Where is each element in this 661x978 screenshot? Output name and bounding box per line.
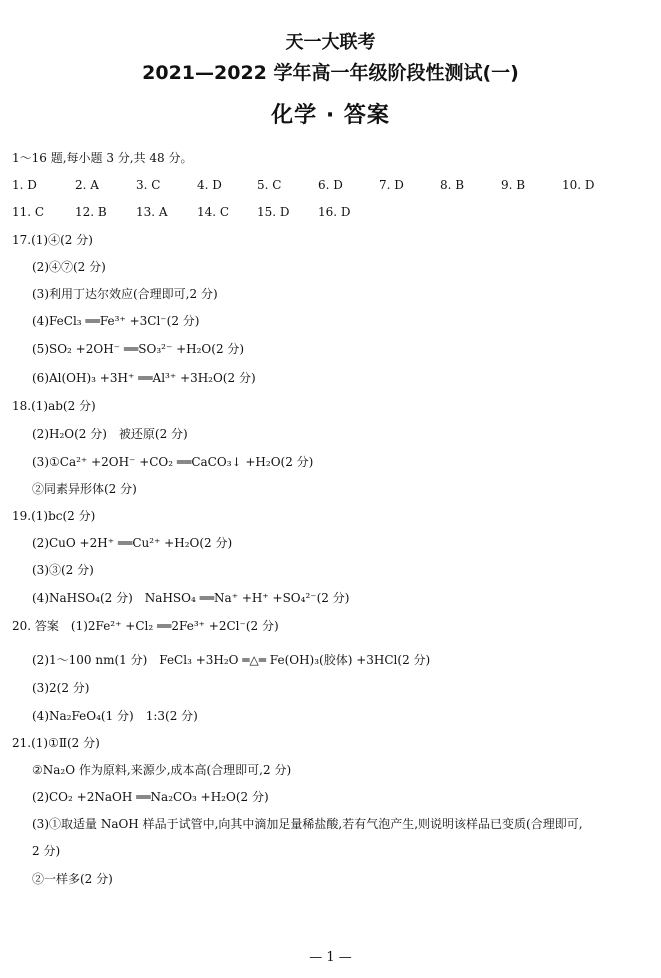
mc-answer: 11. C (12, 205, 45, 219)
q21-line-3: (2)CO₂ +2NaOH ══Na₂CO₃ +H₂O(2 分) (32, 790, 269, 804)
exam-name-title: 2021—2022 学年高一年级阶段性测试(一) (142, 62, 519, 84)
q19-line-2: (2)CuO +2H⁺ ══Cu²⁺ +H₂O(2 分) (32, 536, 233, 550)
mc-answer: 5. C (257, 178, 282, 192)
mc-answer: 10. D (562, 178, 595, 192)
mc-answer: 1. D (12, 178, 37, 192)
mc-answer: 4. D (197, 178, 222, 192)
q21-line-5: 2 分) (32, 844, 61, 858)
mc-answer: 16. D (318, 205, 351, 219)
mc-answer: 8. B (440, 178, 465, 192)
subject-title: 化学 · 答案 (271, 103, 390, 128)
q18-line-2: (2)H₂O(2 分) 被还原(2 分) (32, 427, 188, 441)
mc-answer: 2. A (75, 178, 99, 192)
mc-answer: 14. C (197, 205, 230, 219)
q18-line-1: 18.(1)ab(2 分) (12, 399, 96, 413)
q21-line-2: ②Na₂O 作为原料,来源少,成本高(合理即可,2 分) (32, 763, 292, 777)
mc-answer: 7. D (379, 178, 404, 192)
q20-line-3: (3)2(2 分) (32, 681, 90, 695)
mc-answer: 12. B (75, 205, 107, 219)
q19-line-3: (3)③(2 分) (32, 563, 94, 577)
mc-answer: 6. D (318, 178, 343, 192)
exam-org-title: 天一大联考 (285, 32, 376, 53)
q18-line-4: ②同素异形体(2 分) (32, 482, 137, 496)
mc-answer: 9. B (501, 178, 526, 192)
q18-line-3: (3)①Ca²⁺ +2OH⁻ +CO₂ ══CaCO₃↓ +H₂O(2 分) (32, 455, 314, 469)
q17-line-2: (2)④⑦(2 分) (32, 260, 106, 274)
mc-answer: 13. A (136, 205, 168, 219)
mc-answer: 3. C (136, 178, 161, 192)
q21-line-4: (3)①取适量 NaOH 样品于试管中,向其中滴加足量稀盐酸,若有气泡产生,则说明该样品已变质(合理即可, (32, 817, 583, 831)
q20-line-2: (2)1～100 nm(1 分) FeCl₃ +3H₂O ═△═ Fe(OH)₃(胶体) +3HCl(2 分) (32, 653, 431, 667)
q19-line-4: (4)NaHSO₄(2 分) NaHSO₄ ══Na⁺ +H⁺ +SO₄²⁻(2 分) (32, 591, 350, 605)
mc-intro: 1～16 题,每小题 3 分,共 48 分。 (12, 151, 193, 165)
q17-line-6: (6)Al(OH)₃ +3H⁺ ══Al³⁺ +3H₂O(2 分) (32, 371, 256, 385)
page-number: — 1 — (309, 950, 352, 965)
q20-line-4: (4)Na₂FeO₄(1 分) 1:3(2 分) (32, 709, 198, 723)
q17-line-1: 17.(1)④(2 分) (12, 233, 93, 247)
q19-line-1: 19.(1)bc(2 分) (12, 509, 96, 523)
q21-line-1: 21.(1)①Ⅱ(2 分) (12, 736, 100, 750)
q20-line-1: 20. 答案 (1)2Fe²⁺ +Cl₂ ══2Fe³⁺ +2Cl⁻(2 分) (12, 619, 279, 633)
q21-line-6: ②一样多(2 分) (32, 872, 113, 886)
mc-answer: 15. D (257, 205, 290, 219)
q17-line-4: (4)FeCl₃ ══Fe³⁺ +3Cl⁻(2 分) (32, 314, 200, 328)
q17-line-3: (3)利用丁达尔效应(合理即可,2 分) (32, 287, 218, 301)
q17-line-5: (5)SO₂ +2OH⁻ ══SO₃²⁻ +H₂O(2 分) (32, 342, 245, 356)
